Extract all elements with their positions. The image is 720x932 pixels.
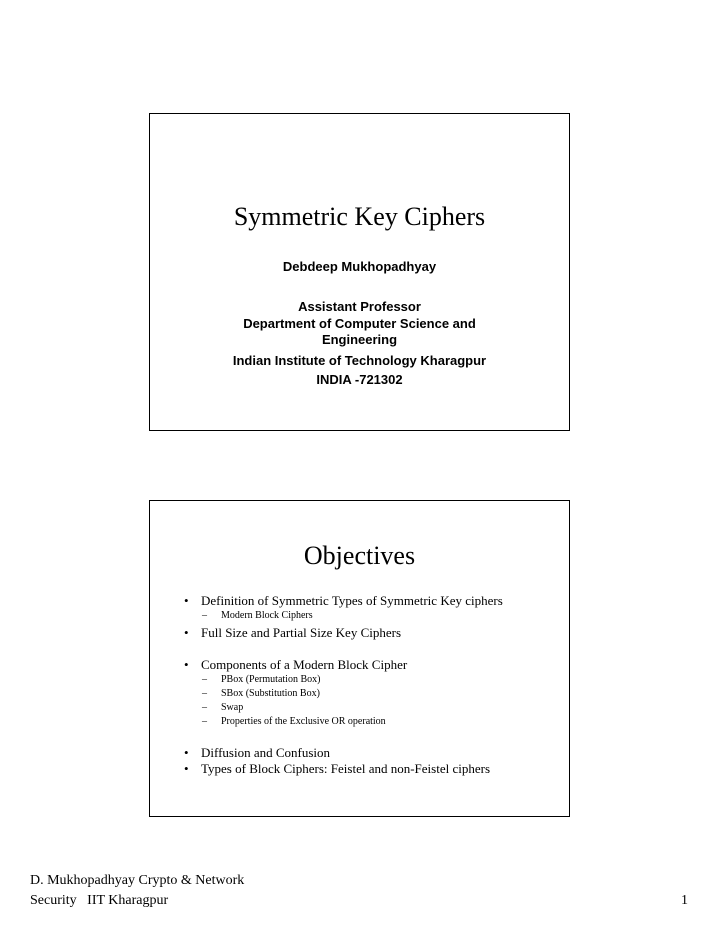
sub-list-item-text: Modern Block Ciphers (221, 610, 313, 621)
affiliation-line: Indian Institute of Technology Kharagpur (232, 353, 487, 368)
objectives-list (184, 593, 559, 777)
sub-list-item-text: Properties of the Exclusive OR operation (221, 716, 386, 727)
sub-list-item-text: Swap (221, 702, 244, 713)
footer-line: D. Mukhopadhyay Crypto & Network (30, 873, 245, 888)
bullet-icon: • (184, 657, 189, 672)
list-item (184, 657, 559, 673)
affiliation-line: Assistant Professor (298, 299, 421, 314)
list-item-text: Definition of Symmetric Types of Symmetric Key ciphers (201, 593, 503, 608)
slide-1-title: Symmetric Key Ciphers (233, 202, 486, 231)
dash-icon: – (202, 610, 207, 621)
list-item-text: Components of a Modern Block Cipher (201, 657, 408, 672)
dash-icon: – (202, 688, 207, 699)
list-item (184, 593, 559, 609)
bullet-icon: • (184, 593, 189, 608)
sub-list-item (184, 715, 559, 729)
list-item (184, 625, 559, 641)
dash-icon: – (202, 702, 207, 713)
affiliation-line: Engineering (321, 332, 398, 347)
footer (30, 871, 244, 911)
sub-list-item-text: SBox (Substitution Box) (221, 688, 320, 699)
sub-list-item (184, 701, 559, 715)
page-number: 1 (681, 893, 688, 908)
author-name: Debdeep Mukhopadhyay (282, 259, 437, 274)
affiliation-line: Department of Computer Science and (243, 316, 476, 331)
bullet-icon: • (184, 761, 189, 776)
footer-line: Security IIT Kharagpur (30, 893, 169, 908)
list-item (184, 761, 559, 777)
affiliation (190, 297, 529, 389)
list-item-text: Diffusion and Confusion (201, 745, 331, 760)
slide-1 (149, 113, 570, 431)
slide-2-title: Objectives (303, 541, 416, 570)
affiliation-line: INDIA -721302 (316, 372, 403, 387)
sub-list-item-text: PBox (Permutation Box) (221, 674, 321, 685)
list-item-text: Full Size and Partial Size Key Ciphers (201, 625, 402, 640)
list-item-text: Types of Block Ciphers: Feistel and non-Feistel ciphers (201, 761, 491, 776)
list-item (184, 745, 559, 761)
bullet-icon: • (184, 745, 189, 760)
sub-list-item (184, 609, 559, 623)
dash-icon: – (202, 716, 207, 727)
sub-list-item (184, 673, 559, 687)
dash-icon: – (202, 674, 207, 685)
slide-2 (149, 500, 570, 817)
bullet-icon: • (184, 625, 189, 640)
sub-list-item (184, 687, 559, 701)
